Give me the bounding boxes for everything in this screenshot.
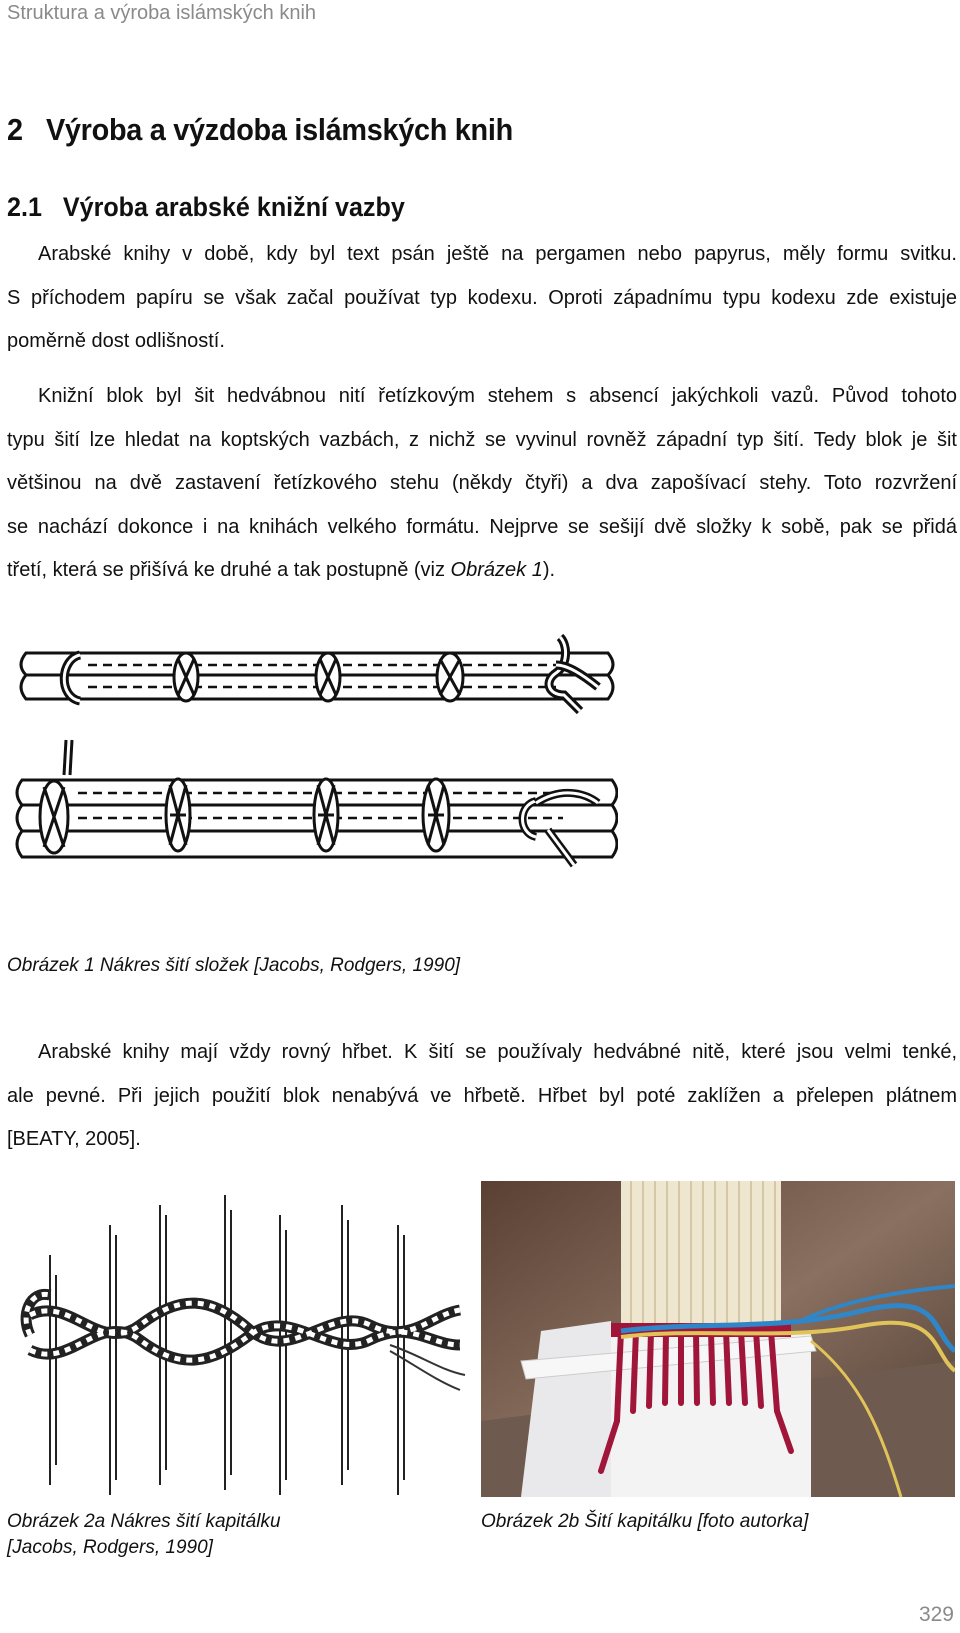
- paragraph-line: [BEATY, 2005].: [7, 1128, 141, 1150]
- figure-1-caption: Obrázek 1 Nákres šití složek [Jacobs, Rodgers, 1990]: [7, 955, 461, 976]
- chapter-title: Výroba a výzdoba islámských knih: [45, 112, 513, 147]
- section-heading: [7, 192, 405, 223]
- chapter-heading: [7, 112, 513, 148]
- page-number: 329: [918, 1603, 954, 1626]
- running-header: Struktura a výroba islámských knih: [7, 2, 317, 24]
- paragraph-line: ale pevné. Při jejich použití blok nenabývá ve hřbetě. Hřbet byl poté zaklížen a přelepen plátnem: [7, 1084, 957, 1107]
- paragraph-1: [7, 233, 957, 364]
- section-title: Výroba arabské knižní vazby: [62, 192, 405, 222]
- text-fragment: třetí, která se přišívá ke druhé a tak postupně (viz: [7, 559, 451, 581]
- paragraph-line-last: [7, 549, 957, 593]
- figure-2b-photo: [481, 1181, 955, 1497]
- paragraph-line: Knižní blok byl šit hedvábnou nití řetízkovým stehem s absencí jakýchkoli vazů. Původ tohoto: [38, 385, 957, 407]
- figure-1-sewing-diagram: [8, 625, 618, 920]
- chapter-number: 2: [7, 112, 23, 147]
- headband-photo-illustration: [481, 1181, 955, 1497]
- figure-2a-headband-diagram: [10, 1195, 470, 1495]
- figure-2a-caption: [7, 1509, 281, 1561]
- figure-2b-caption: Obrázek 2b Šití kapitálku [foto autorka]: [481, 1511, 809, 1532]
- figure-reference-link[interactable]: Obrázek 1: [450, 559, 543, 581]
- section-number: 2.1: [7, 192, 42, 222]
- paragraph-line: se nachází dokonce i na knihách velkého formátu. Nejprve se sešijí dvě složky k sobě, pak se přidá: [7, 515, 957, 538]
- text-fragment: ).: [542, 559, 556, 581]
- paragraph-line: S příchodem papíru se však začal používat typ kodexu. Oproti západnímu typu kodexu zde existuje: [7, 286, 957, 309]
- figure-2a-caption-line: Obrázek 2a Nákres šití kapitálku: [7, 1511, 281, 1532]
- paragraph-line: Arabské knihy mají vždy rovný hřbet. K šití se používaly hedvábné nitě, které jsou velmi tenké,: [38, 1041, 957, 1063]
- paragraph-line: Arabské knihy v době, kdy byl text psán ještě na pergamen nebo papyrus, měly formu svitku.: [38, 243, 957, 265]
- paragraph-line: poměrně dost odlišností.: [7, 330, 225, 352]
- paragraph-2: [7, 375, 957, 593]
- paragraph-3: [7, 1031, 957, 1162]
- figure-2a-caption-line: [Jacobs, Rodgers, 1990]: [7, 1537, 213, 1558]
- paragraph-line: většinou na dvě zastavení řetízkového stehu (někdy čtyři) a dva zapošívací stehy. Toto rozvržení: [7, 472, 957, 494]
- paragraph-line: typu šití lze hledat na koptských vazbách, z nichž se vyvinul rovněž západní typ šití. Tedy blok je šit: [7, 428, 957, 451]
